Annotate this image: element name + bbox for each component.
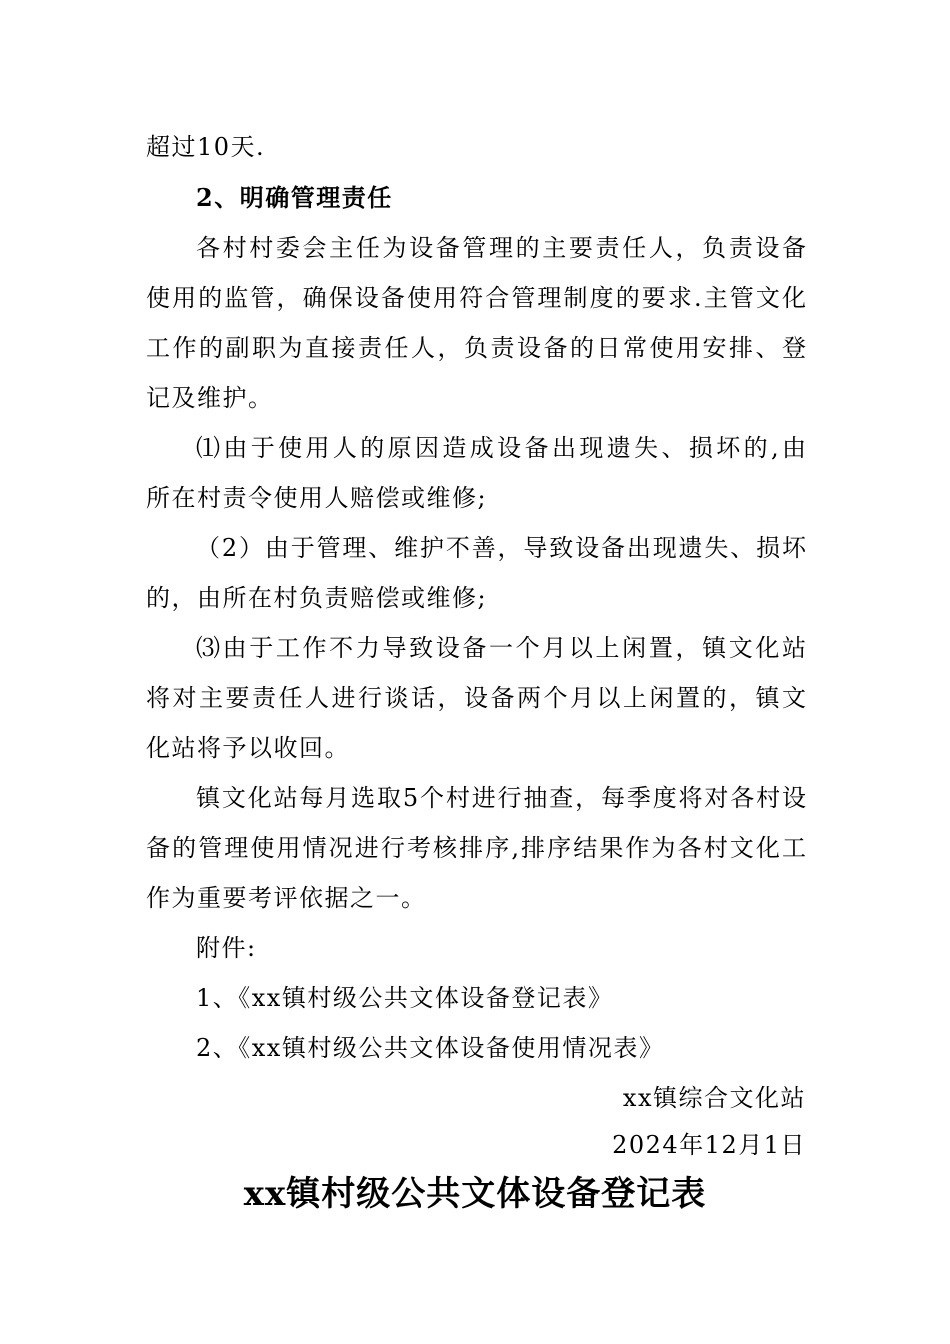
paragraph-line: 各村村委会主任为设备管理的主要责任人，负责设备 xyxy=(196,234,806,262)
list-item-3: ⑶由于工作不力导致设备一个月以上闲置，镇文化站 xyxy=(196,634,806,662)
paragraph-line: 使用的监管，确保设备使用符合管理制度的要求.主管文化 xyxy=(146,284,806,312)
paragraph-line: 将对主要责任人进行谈话，设备两个月以上闲置的，镇文 xyxy=(146,684,806,712)
paragraph-line: 超过10天. xyxy=(146,133,266,161)
next-section-title: xx镇村级公共文体设备登记表 xyxy=(243,1174,707,1214)
paragraph-line: 所在村责令使用人赔偿或维修; xyxy=(146,484,488,512)
signature-org: xx镇综合文化站 xyxy=(622,1084,806,1112)
paragraph-line: 备的管理使用情况进行考核排序,排序结果作为各村文化工 xyxy=(146,834,806,862)
attachments-label: 附件: xyxy=(196,934,257,962)
signature-date: 2024年12月1日 xyxy=(612,1131,806,1159)
list-item-1: ⑴由于使用人的原因造成设备出现遗失、损坏的,由 xyxy=(196,434,806,462)
paragraph-line: 作为重要考评依据之一。 xyxy=(146,884,427,912)
paragraph-line: 镇文化站每月选取5个村进行抽查，每季度将对各村设 xyxy=(196,784,806,812)
paragraph-line: 的，由所在村负责赔偿或维修; xyxy=(146,584,488,612)
paragraph-line: 工作的副职为直接责任人，负责设备的日常使用安排、登 xyxy=(146,334,806,362)
attachment-item-2: 2、《xx镇村级公共文体设备使用情况表》 xyxy=(196,1034,665,1062)
list-item-2: （2）由于管理、维护不善，导致设备出现遗失、损坏 xyxy=(196,534,806,562)
paragraph-line: 化站将予以收回。 xyxy=(146,734,350,762)
paragraph-line: 记及维护。 xyxy=(146,384,274,412)
section-heading: 2、明确管理责任 xyxy=(196,183,393,212)
attachment-item-1: 1、《xx镇村级公共文体设备登记表》 xyxy=(196,984,614,1012)
